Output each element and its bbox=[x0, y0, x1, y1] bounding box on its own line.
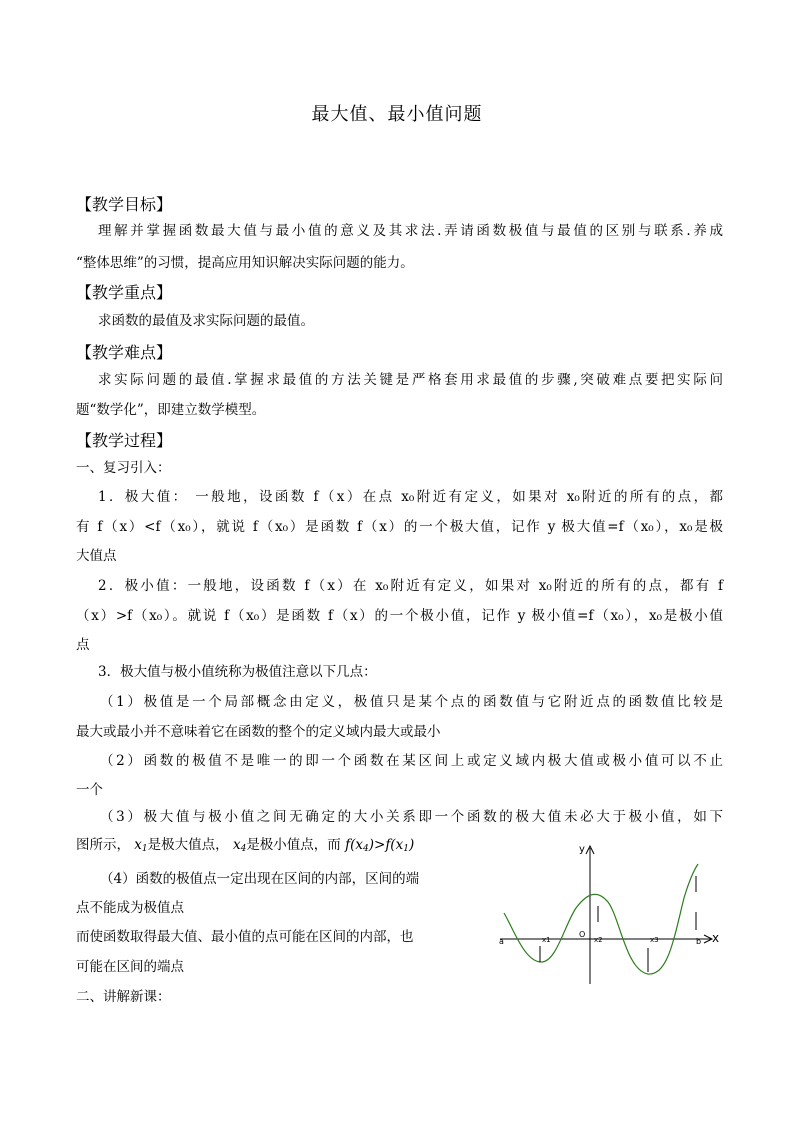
page-title: 最大值、最小值问题 bbox=[311, 104, 483, 125]
max-def-line3: 大值点 bbox=[76, 548, 117, 564]
math-x4: $x_4$ bbox=[232, 837, 247, 854]
note4-line2: 点不能成为极值点 bbox=[76, 900, 184, 916]
note3-text-a: 图所示， bbox=[76, 837, 130, 853]
extreme-intro: 3．极大值与极小值统称为极值注意以下几点： bbox=[98, 664, 377, 680]
heading-teaching-goal: 【教学目标】 bbox=[76, 195, 173, 214]
note3-line2 bbox=[76, 836, 414, 858]
min-def-line3: 点 bbox=[76, 637, 90, 653]
part1-heading: 一、复习引入： bbox=[76, 460, 171, 476]
label-y: y bbox=[579, 844, 585, 855]
key-point-text: 求函数的最值及求实际问题的最值。 bbox=[98, 313, 314, 329]
extreme-value-graph bbox=[490, 838, 726, 988]
note1-line2: 最大或最小并不意味着它在函数的整个的定义域内最大或最小 bbox=[76, 724, 441, 740]
label-x3: x3 bbox=[650, 936, 659, 944]
note1-line1: （1）极值是一个局部概念由定义，极值只是某个点的函数值与它附近点的函数值比较是 bbox=[100, 694, 723, 710]
note3-line1: （3）极大值与极小值之间无确定的大小关系即一个函数的极大值未必大于极小值，如下 bbox=[100, 809, 723, 825]
label-origin: O bbox=[579, 930, 586, 939]
note3-text-b: 是极大值点， bbox=[147, 837, 229, 853]
heading-key-point: 【教学重点】 bbox=[76, 283, 173, 302]
math-inequality: $f(x_4)>f(x_1)$ bbox=[345, 837, 415, 854]
max-def-line2: 有 f（x）<f（x₀），就说 f（x₀）是函数 f（x）的一个极大值，记作 y 极大值=f（x₀），x₀是极 bbox=[76, 519, 723, 535]
max-def-line1: 1．极大值： 一般地，设函数 f（x）在点 x₀附近有定义，如果对 x₀附近的所有的点，都 bbox=[98, 489, 723, 505]
note4-line3: 而使函数取得最大值、最小值的点可能在区间的内部，也 bbox=[76, 929, 414, 945]
min-def-line1: 2．极小值：一般地，设函数 f（x）在 x₀附近有定义，如果对 x₀附近的所有的点，都有 f bbox=[98, 578, 723, 594]
label-a: a bbox=[499, 937, 504, 946]
heading-teaching-process: 【教学过程】 bbox=[76, 431, 173, 450]
label-x: x bbox=[712, 931, 720, 945]
note2-line2: 一个 bbox=[76, 782, 103, 798]
goal-text-line1: 理解并掌握函数最大值与最小值的意义及其求法.弄请函数极值与最值的区别与联系.养成 bbox=[98, 223, 723, 239]
note2-line1: （2）函数的极值不是唯一的即一个函数在某区间上或定义域内极大值或极小值可以不止 bbox=[100, 753, 723, 769]
math-x1: $x_1$ bbox=[134, 837, 148, 854]
difficulty-text-line1: 求实际问题的最值.掌握求最值的方法关键是严格套用求最值的步骤,突破难点要把实际问 bbox=[98, 372, 723, 388]
part2-heading: 二、讲解新课： bbox=[76, 989, 171, 1005]
note4-line4: 可能在区间的端点 bbox=[76, 959, 184, 975]
label-b: b bbox=[696, 937, 702, 946]
heading-difficulty: 【教学难点】 bbox=[76, 343, 173, 362]
difficulty-text-line2: 题“数学化”，即建立数学模型。 bbox=[76, 402, 266, 418]
function-curve bbox=[504, 864, 698, 974]
note4-line1: （4）函数的极值点一定出现在区间的内部，区间的端 bbox=[100, 871, 420, 887]
min-def-line2: （x）>f（x₀）。就说 f（x₀）是函数 f（x）的一个极小值，记作 y 极小值=f（x₀），x₀是极小值 bbox=[76, 608, 723, 624]
label-x2: x2 bbox=[594, 936, 603, 944]
note3-text-c: 是极小值点，而 bbox=[246, 837, 341, 853]
label-x1: x1 bbox=[542, 936, 551, 944]
goal-text-line2: “整体思维”的习惯，提高应用知识解决实际问题的能力。 bbox=[76, 255, 414, 271]
